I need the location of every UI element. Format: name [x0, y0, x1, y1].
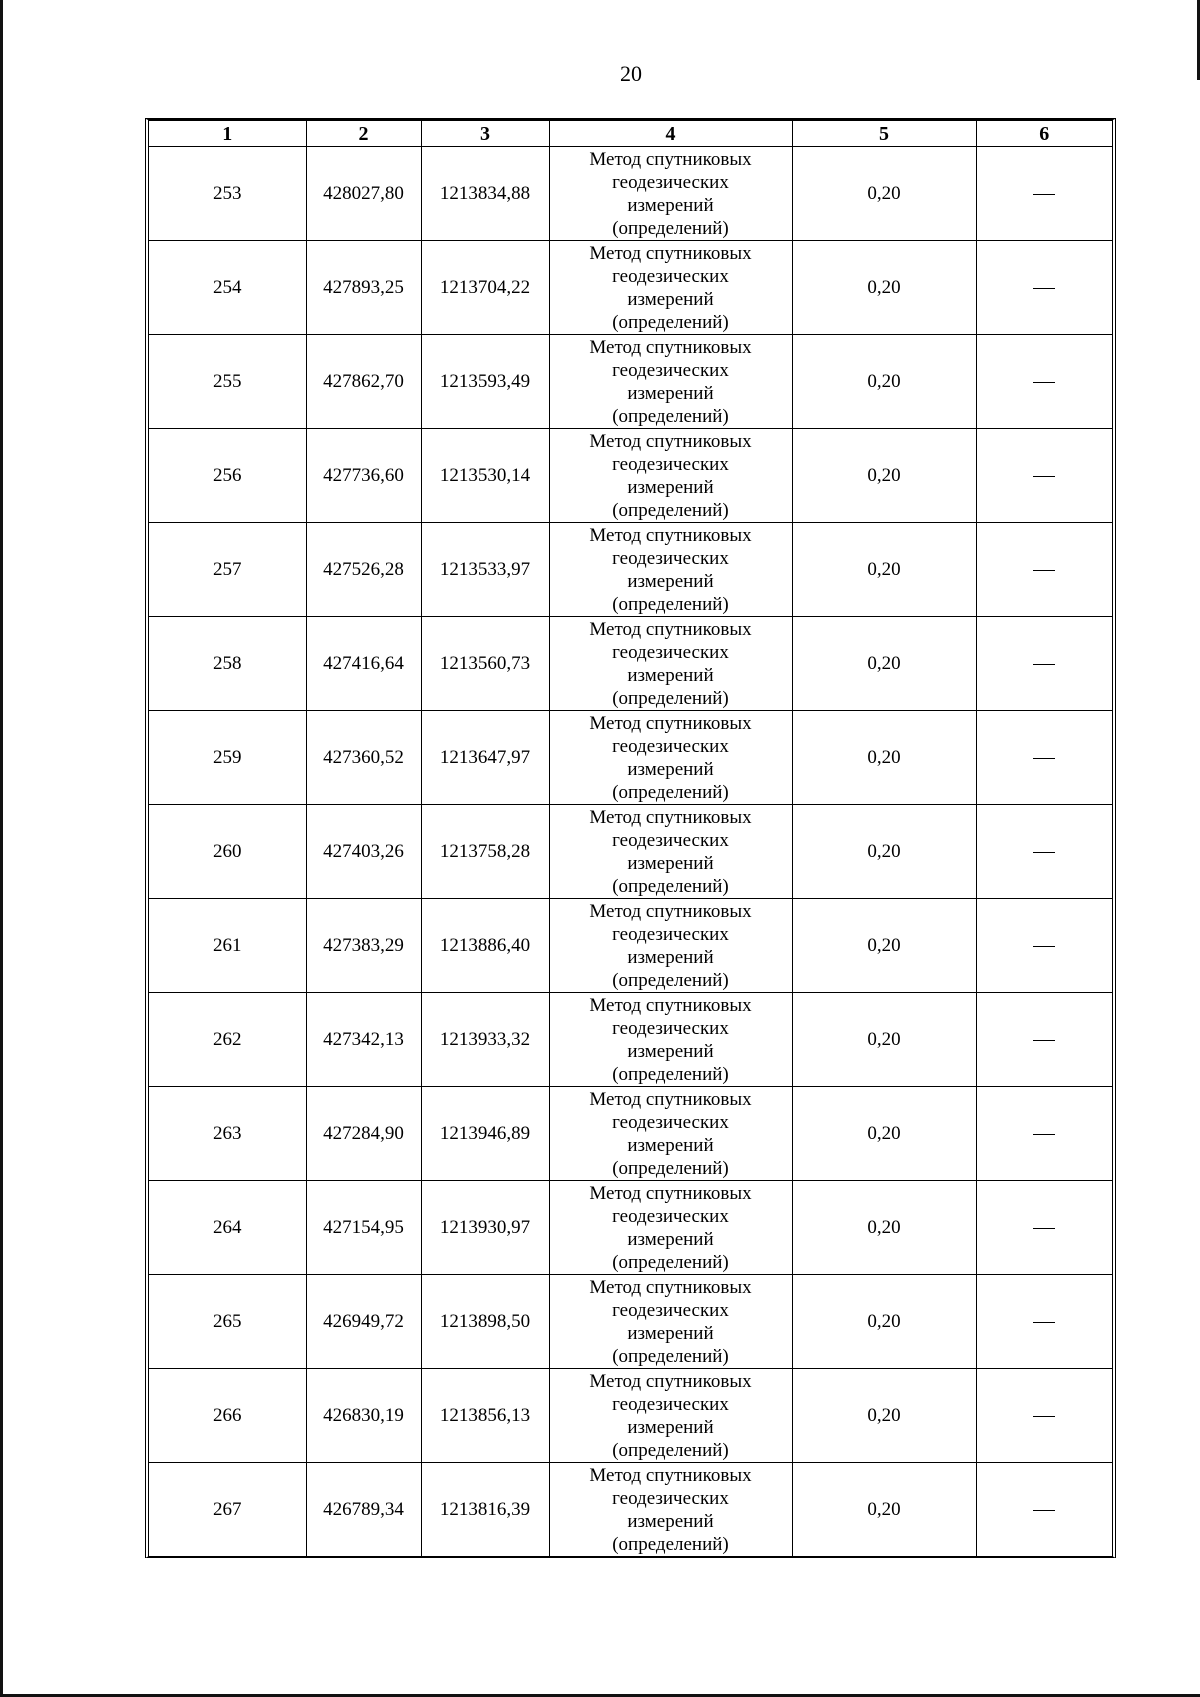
point-number-cell: 267	[149, 1463, 306, 1557]
accuracy-cell: 0,20	[792, 523, 976, 617]
method-line: измерений	[627, 194, 714, 216]
y-coordinate-cell: 1213886,40	[421, 899, 549, 993]
y-coordinate-cell: 1213593,49	[421, 335, 549, 429]
dash-mark	[1033, 758, 1055, 759]
method-cell	[549, 1369, 792, 1463]
method-line: (определений)	[612, 1345, 729, 1367]
method-line: (определений)	[612, 217, 729, 239]
table-row	[149, 993, 1112, 1087]
y-coordinate-cell: 1213946,89	[421, 1087, 549, 1181]
y-coordinate-cell: 1213704,22	[421, 241, 549, 335]
point-number-cell: 255	[149, 335, 306, 429]
table-row	[149, 805, 1112, 899]
point-number-cell: 260	[149, 805, 306, 899]
method-cell	[549, 899, 792, 993]
accuracy-cell: 0,20	[792, 1275, 976, 1369]
method-line: (определений)	[612, 687, 729, 709]
column-header-6: 6	[976, 121, 1112, 147]
note-cell	[976, 1369, 1112, 1463]
x-coordinate-cell: 427862,70	[306, 335, 421, 429]
note-cell	[976, 993, 1112, 1087]
point-number-cell: 261	[149, 899, 306, 993]
method-line: геодезических	[612, 547, 729, 569]
dash-mark	[1033, 382, 1055, 383]
page-number: 20	[620, 61, 642, 86]
x-coordinate-cell: 427383,29	[306, 899, 421, 993]
method-line: геодезических	[612, 735, 729, 757]
dash-mark	[1033, 570, 1055, 571]
point-number-cell: 265	[149, 1275, 306, 1369]
method-line: геодезических	[612, 1487, 729, 1509]
note-cell	[976, 711, 1112, 805]
note-cell	[976, 1463, 1112, 1557]
dash-mark	[1033, 194, 1055, 195]
y-coordinate-cell: 1213933,32	[421, 993, 549, 1087]
point-number-cell: 262	[149, 993, 306, 1087]
note-cell	[976, 523, 1112, 617]
method-line: Метод спутниковых	[589, 1370, 752, 1392]
method-line: Метод спутниковых	[589, 712, 752, 734]
note-cell	[976, 429, 1112, 523]
method-line: измерений	[627, 382, 714, 404]
dash-mark	[1033, 1134, 1055, 1135]
accuracy-cell: 0,20	[792, 1181, 976, 1275]
dash-mark	[1033, 664, 1055, 665]
accuracy-cell: 0,20	[792, 1463, 976, 1557]
y-coordinate-cell: 1213930,97	[421, 1181, 549, 1275]
note-cell	[976, 899, 1112, 993]
method-line: геодезических	[612, 1299, 729, 1321]
x-coordinate-cell: 427360,52	[306, 711, 421, 805]
method-line: измерений	[627, 570, 714, 592]
y-coordinate-cell: 1213856,13	[421, 1369, 549, 1463]
table-row	[149, 147, 1112, 241]
method-line: (определений)	[612, 875, 729, 897]
dash-mark	[1033, 1510, 1055, 1511]
accuracy-cell: 0,20	[792, 805, 976, 899]
accuracy-cell: 0,20	[792, 241, 976, 335]
note-cell	[976, 805, 1112, 899]
method-cell	[549, 147, 792, 241]
accuracy-cell: 0,20	[792, 429, 976, 523]
method-cell	[549, 711, 792, 805]
method-line: Метод спутниковых	[589, 1276, 752, 1298]
method-line: измерений	[627, 1040, 714, 1062]
method-line: Метод спутниковых	[589, 900, 752, 922]
coordinates-table	[149, 121, 1112, 1556]
accuracy-cell: 0,20	[792, 1369, 976, 1463]
note-cell	[976, 335, 1112, 429]
point-number-cell: 266	[149, 1369, 306, 1463]
dash-mark	[1033, 1322, 1055, 1323]
method-line: геодезических	[612, 1205, 729, 1227]
x-coordinate-cell: 426949,72	[306, 1275, 421, 1369]
x-coordinate-cell: 427526,28	[306, 523, 421, 617]
column-header-3: 3	[421, 121, 549, 147]
method-line: (определений)	[612, 1251, 729, 1273]
point-number-cell: 254	[149, 241, 306, 335]
method-line: измерений	[627, 288, 714, 310]
method-line: измерений	[627, 1228, 714, 1250]
x-coordinate-cell: 427342,13	[306, 993, 421, 1087]
method-line: (определений)	[612, 781, 729, 803]
method-cell	[549, 523, 792, 617]
point-number-cell: 263	[149, 1087, 306, 1181]
method-line: Метод спутниковых	[589, 618, 752, 640]
y-coordinate-cell: 1213758,28	[421, 805, 549, 899]
method-cell	[549, 241, 792, 335]
method-cell	[549, 1181, 792, 1275]
x-coordinate-cell: 427736,60	[306, 429, 421, 523]
x-coordinate-cell: 427154,95	[306, 1181, 421, 1275]
scan-edge-left	[0, 0, 3, 1697]
method-cell	[549, 993, 792, 1087]
method-line: Метод спутниковых	[589, 430, 752, 452]
method-cell	[549, 1087, 792, 1181]
dash-mark	[1033, 946, 1055, 947]
dash-mark	[1033, 1040, 1055, 1041]
point-number-cell: 264	[149, 1181, 306, 1275]
column-header-4: 4	[549, 121, 792, 147]
table-row	[149, 335, 1112, 429]
column-header-1: 1	[149, 121, 306, 147]
point-number-cell: 253	[149, 147, 306, 241]
x-coordinate-cell: 426789,34	[306, 1463, 421, 1557]
method-line: Метод спутниковых	[589, 336, 752, 358]
method-line: измерений	[627, 852, 714, 874]
method-line: (определений)	[612, 969, 729, 991]
method-line: измерений	[627, 664, 714, 686]
dash-mark	[1033, 1228, 1055, 1229]
method-line: Метод спутниковых	[589, 806, 752, 828]
point-number-cell: 259	[149, 711, 306, 805]
x-coordinate-cell: 427893,25	[306, 241, 421, 335]
method-line: геодезических	[612, 359, 729, 381]
y-coordinate-cell: 1213533,97	[421, 523, 549, 617]
method-line: измерений	[627, 946, 714, 968]
method-line: Метод спутниковых	[589, 1464, 752, 1486]
method-line: измерений	[627, 1322, 714, 1344]
method-line: (определений)	[612, 1157, 729, 1179]
method-line: геодезических	[612, 171, 729, 193]
table-row	[149, 899, 1112, 993]
table-row	[149, 711, 1112, 805]
method-line: геодезических	[612, 1017, 729, 1039]
dash-mark	[1033, 852, 1055, 853]
method-line: измерений	[627, 1134, 714, 1156]
method-cell	[549, 1275, 792, 1369]
accuracy-cell: 0,20	[792, 147, 976, 241]
method-line: геодезических	[612, 923, 729, 945]
method-line: (определений)	[612, 1063, 729, 1085]
method-line: Метод спутниковых	[589, 524, 752, 546]
method-line: (определений)	[612, 499, 729, 521]
x-coordinate-cell: 428027,80	[306, 147, 421, 241]
method-line: геодезических	[612, 829, 729, 851]
method-line: (определений)	[612, 1533, 729, 1555]
y-coordinate-cell: 1213898,50	[421, 1275, 549, 1369]
accuracy-cell: 0,20	[792, 617, 976, 711]
x-coordinate-cell: 426830,19	[306, 1369, 421, 1463]
table-row	[149, 617, 1112, 711]
x-coordinate-cell: 427403,26	[306, 805, 421, 899]
accuracy-cell: 0,20	[792, 899, 976, 993]
coordinates-table-frame	[145, 118, 1116, 1558]
note-cell	[976, 1087, 1112, 1181]
table-row	[149, 1463, 1112, 1557]
method-line: измерений	[627, 1510, 714, 1532]
table-header-row	[149, 121, 1112, 147]
method-cell	[549, 805, 792, 899]
method-line: Метод спутниковых	[589, 242, 752, 264]
point-number-cell: 257	[149, 523, 306, 617]
point-number-cell: 256	[149, 429, 306, 523]
table-row	[149, 1181, 1112, 1275]
note-cell	[976, 241, 1112, 335]
accuracy-cell: 0,20	[792, 1087, 976, 1181]
method-line: (определений)	[612, 593, 729, 615]
table-row	[149, 1087, 1112, 1181]
table-row	[149, 1369, 1112, 1463]
note-cell	[976, 1181, 1112, 1275]
dash-mark	[1033, 476, 1055, 477]
method-line: геодезических	[612, 265, 729, 287]
accuracy-cell: 0,20	[792, 335, 976, 429]
dash-mark	[1033, 288, 1055, 289]
method-line: (определений)	[612, 405, 729, 427]
method-line: геодезических	[612, 641, 729, 663]
method-line: (определений)	[612, 311, 729, 333]
method-cell	[549, 429, 792, 523]
column-header-2: 2	[306, 121, 421, 147]
method-line: Метод спутниковых	[589, 994, 752, 1016]
y-coordinate-cell: 1213647,97	[421, 711, 549, 805]
accuracy-cell: 0,20	[792, 711, 976, 805]
table-body	[149, 147, 1112, 1557]
note-cell	[976, 1275, 1112, 1369]
method-line: измерений	[627, 758, 714, 780]
method-line: геодезических	[612, 1393, 729, 1415]
point-number-cell: 258	[149, 617, 306, 711]
method-line: геодезических	[612, 1111, 729, 1133]
accuracy-cell: 0,20	[792, 993, 976, 1087]
method-cell	[549, 1463, 792, 1557]
table-row	[149, 241, 1112, 335]
method-line: геодезических	[612, 453, 729, 475]
note-cell	[976, 617, 1112, 711]
dash-mark	[1033, 1416, 1055, 1417]
method-line: измерений	[627, 476, 714, 498]
table-row	[149, 1275, 1112, 1369]
table-row	[149, 429, 1112, 523]
y-coordinate-cell: 1213560,73	[421, 617, 549, 711]
note-cell	[976, 147, 1112, 241]
method-cell	[549, 335, 792, 429]
y-coordinate-cell: 1213816,39	[421, 1463, 549, 1557]
x-coordinate-cell: 427416,64	[306, 617, 421, 711]
method-cell	[549, 617, 792, 711]
table-row	[149, 523, 1112, 617]
y-coordinate-cell: 1213834,88	[421, 147, 549, 241]
x-coordinate-cell: 427284,90	[306, 1087, 421, 1181]
method-line: измерений	[627, 1416, 714, 1438]
method-line: Метод спутниковых	[589, 1088, 752, 1110]
method-line: Метод спутниковых	[589, 148, 752, 170]
method-line: (определений)	[612, 1439, 729, 1461]
y-coordinate-cell: 1213530,14	[421, 429, 549, 523]
column-header-5: 5	[792, 121, 976, 147]
method-line: Метод спутниковых	[589, 1182, 752, 1204]
